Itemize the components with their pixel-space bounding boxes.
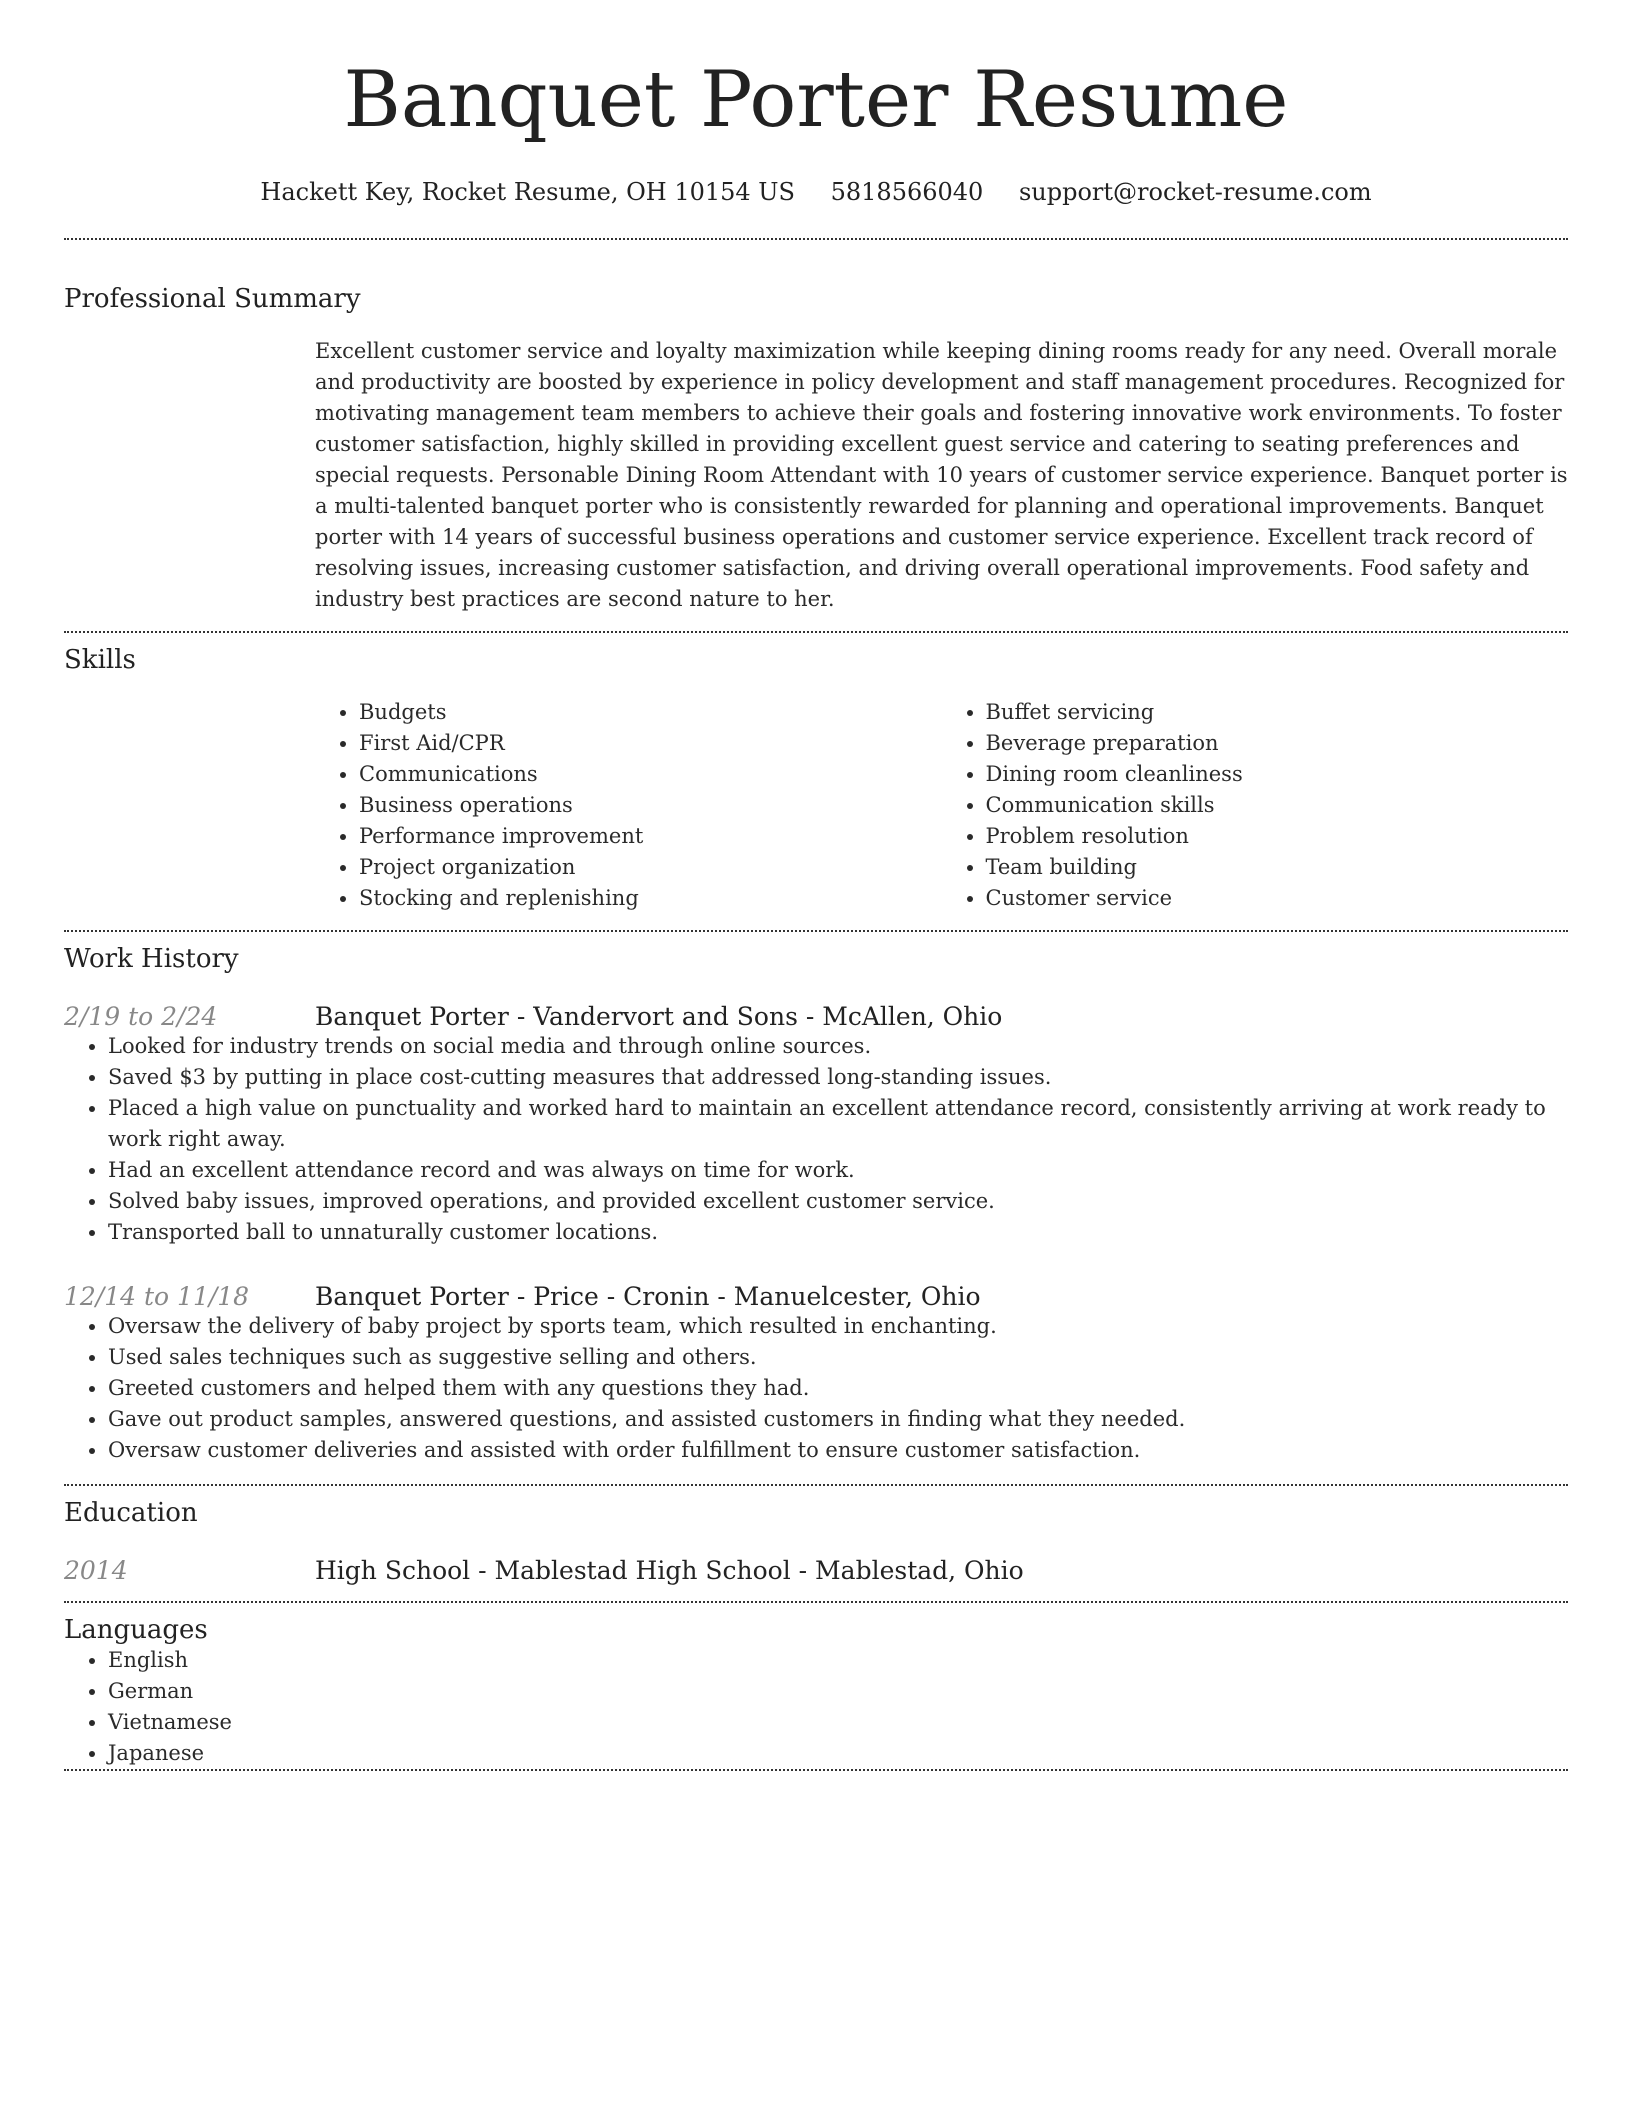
resume-header [64, 0, 1568, 208]
skill-item: • Communication skills [986, 790, 1569, 821]
summary-section [64, 240, 1568, 615]
skill-item: • Budgets [359, 697, 942, 728]
job-bullet: • Greeted customers and helped them with any questions they had. [108, 1373, 1568, 1404]
language-item: • Vietnamese [108, 1707, 1568, 1738]
education-year: 2014 [64, 1556, 128, 1585]
languages-list [64, 1645, 1568, 1769]
job-header [64, 1282, 1568, 1311]
resume-title: Banquet Porter Resume [343, 55, 1289, 145]
summary-text: Excellent customer service and loyalty maximization while keeping dining rooms ready for any need. Overall morale and productivity are boosted by experience in policy development and staff management procedures. Recognized for motivating management team members to achieve their goals and fostering innovative work environments. To foster customer satisfaction, highly skilled in providing excellent guest service and catering to seating preferences and special requests. Personable Dining Room Attendant with 10 years of customer service experience. Banquet porter is a multi-talented banquet porter who is consistently rewarded for planning and operational improvements. Banquet porter with 14 years of successful business operations and customer service experience. Excellent track record of resolving issues, increasing customer satisfaction, and driving overall operational improvements. Food safety and industry best practices are second nature to her. [315, 339, 1568, 611]
language-item: • German [108, 1676, 1568, 1707]
summary-heading: Professional Summary [64, 284, 361, 314]
education-entry [64, 1556, 1568, 1585]
skills-grid [315, 697, 1568, 914]
skill-item: • Business operations [359, 790, 942, 821]
job-bullet: • Oversaw the delivery of baby project by sports team, which resulted in enchanting. [108, 1311, 1568, 1342]
education-text: High School - Mablestad High School - Mablestad, Ohio [315, 1556, 1024, 1585]
language-item: • Japanese [108, 1738, 1568, 1769]
skill-item: • First Aid/CPR [359, 728, 942, 759]
skill-item: • Communications [359, 759, 942, 790]
section-divider [64, 1769, 1568, 1771]
job-dates: 2/19 to 2/24 [64, 1002, 218, 1031]
skill-item: • Performance improvement [359, 821, 942, 852]
job-header [64, 1002, 1568, 1031]
job-bullets [64, 1031, 1568, 1248]
job-bullet: • Solved baby issues, improved operations, and provided excellent customer service. [108, 1186, 1568, 1217]
skill-item: • Beverage preparation [986, 728, 1569, 759]
skills-heading: Skills [64, 645, 136, 675]
job-bullet: • Gave out product samples, answered questions, and assisted customers in finding what they needed. [108, 1404, 1568, 1435]
languages-heading: Languages [64, 1615, 208, 1645]
job-title: Banquet Porter - Vandervort and Sons - McAllen, Ohio [315, 1002, 1003, 1031]
work-history-heading: Work History [64, 944, 239, 974]
skill-item: • Dining room cleanliness [986, 759, 1569, 790]
education-section [64, 1486, 1568, 1585]
skills-section [64, 633, 1568, 914]
work-history-section [64, 932, 1568, 1466]
skill-item: • Stocking and replenishing [359, 883, 942, 914]
skill-item: • Buffet servicing [986, 697, 1569, 728]
job-bullet: • Used sales techniques such as suggestive selling and others. [108, 1342, 1568, 1373]
skill-item: • Problem resolution [986, 821, 1569, 852]
job-dates: 12/14 to 11/18 [64, 1282, 250, 1311]
skills-list-left [315, 697, 942, 914]
job-bullet: • Placed a high value on punctuality and worked hard to maintain an excellent attendance record, consistently arriving at work ready to work right away. [108, 1093, 1568, 1155]
job-bullet: • Oversaw customer deliveries and assisted with order fulfillment to ensure customer satisfaction. [108, 1435, 1568, 1466]
job-bullet: • Saved $3 by putting in place cost-cutting measures that addressed long-standing issues. [108, 1062, 1568, 1093]
job-title: Banquet Porter - Price - Cronin - Manuelcester, Ohio [315, 1282, 981, 1311]
contact-phone: 5818566040 [830, 178, 984, 206]
skill-item: • Team building [986, 852, 1569, 883]
language-item: • English [108, 1645, 1568, 1676]
skill-item: • Customer service [986, 883, 1569, 914]
job-bullets [64, 1311, 1568, 1466]
job-bullet: • Had an excellent attendance record and was always on time for work. [108, 1155, 1568, 1186]
contact-email: support@rocket-resume.com [1018, 178, 1372, 206]
languages-section [64, 1603, 1568, 1769]
job-bullet: • Transported ball to unnaturally customer locations. [108, 1217, 1568, 1248]
education-heading: Education [64, 1498, 198, 1528]
job-entry [64, 1002, 1568, 1248]
contact-address: Hackett Key, Rocket Resume, OH 10154 US [260, 178, 795, 206]
job-entry [64, 1282, 1568, 1466]
skill-item: • Project organization [359, 852, 942, 883]
contact-line [64, 176, 1568, 208]
job-bullet: • Looked for industry trends on social media and through online sources. [108, 1031, 1568, 1062]
skills-list-right [942, 697, 1569, 914]
